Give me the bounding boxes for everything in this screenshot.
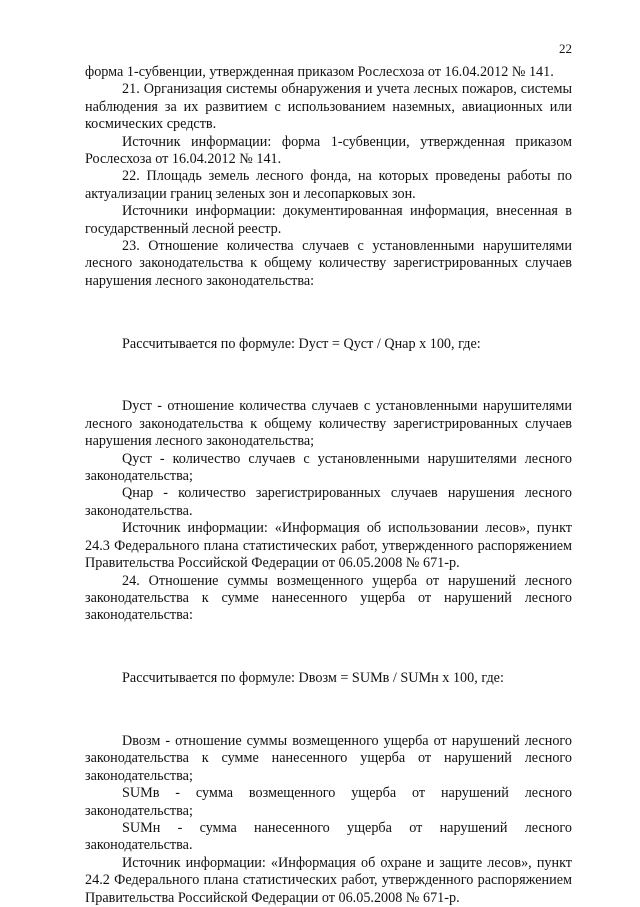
paragraph: Источник информации: «Информация об охране и защите лесов», пункт 24.2 Федерального плана статистических работ, утвержденного распоряжением Правительства Российской Федерации от 06.05.2008 № 671-р.: [85, 854, 572, 906]
page-number: 22: [559, 41, 572, 56]
paragraph: 23. Отношение количества случаев с установленными нарушителями лесного законодательства к общему количеству зарегистрированных случаев нарушения лесного законодательства:: [85, 238, 572, 289]
blank-line: [85, 702, 572, 719]
blank-line: [85, 304, 572, 321]
paragraph: Dвозм - отношение суммы возмещенного ущерба от нарушений лесного законодательства к сумме нанесенного ущерба от нарушений лесного законодательства;: [85, 732, 572, 784]
paragraph: Рассчитывается по формуле: Dуст = Qуст / Qнар х 100, где:: [122, 335, 481, 352]
paragraph: 21. Организация системы обнаружения и учета лесных пожаров, системы наблюдения за их развитием с использованием наземных, авиационных или космических средств.: [85, 81, 572, 133]
paragraph: форма 1-субвенции, утвержденная приказом Рослесхоза от 16.04.2012 № 141.: [85, 64, 554, 80]
paragraph: 22. Площадь земель лесного фонда, на которых проведены работы по актуализации границ зеленых зон и лесопарковых зон.: [85, 168, 572, 202]
paragraph: SUMв - сумма возмещенного ущерба от нарушений лесного законодательства;: [85, 785, 572, 819]
paragraph: Qуст - количество случаев с установленными нарушителями лесного законодательства;: [85, 450, 572, 485]
blank-line: [85, 367, 572, 384]
paragraph: Dуст - отношение количества случаев с установленными нарушителями лесного законодательства к общему количеству зарегистрированных случаев нарушения лесного законодательства;: [85, 398, 572, 450]
paragraph: SUMн - сумма нанесенного ущерба от нарушений лесного законодательства.: [85, 819, 572, 854]
blank-line: [85, 639, 572, 656]
paragraph: Qнар - количество зарегистрированных случаев нарушения лесного законодательства.: [85, 485, 572, 519]
paragraph: 24. Отношение суммы возмещенного ущерба от нарушений лесного законодательства к сумме нанесенного ущерба от нарушений лесного законодательства:: [85, 572, 572, 624]
paragraph: Источник информации: форма 1-субвенции, утвержденная приказом Рослесхоза от 16.04.2012 № 141.: [85, 133, 572, 168]
document-body: [85, 64, 572, 907]
paragraph: Источник информации: «Информация об использовании лесов», пункт 24.3 Федерального плана статистических работ, утвержденного распоряжением Правительства Российской Федерации от 06.05.2008 № 671-р.: [85, 520, 572, 572]
paragraph: Источники информации: документированная информация, внесенная в государственный лесной реестр.: [85, 203, 572, 237]
paragraph: Рассчитывается по формуле: Dвозм = SUMв / SUMн х 100, где:: [122, 670, 504, 687]
